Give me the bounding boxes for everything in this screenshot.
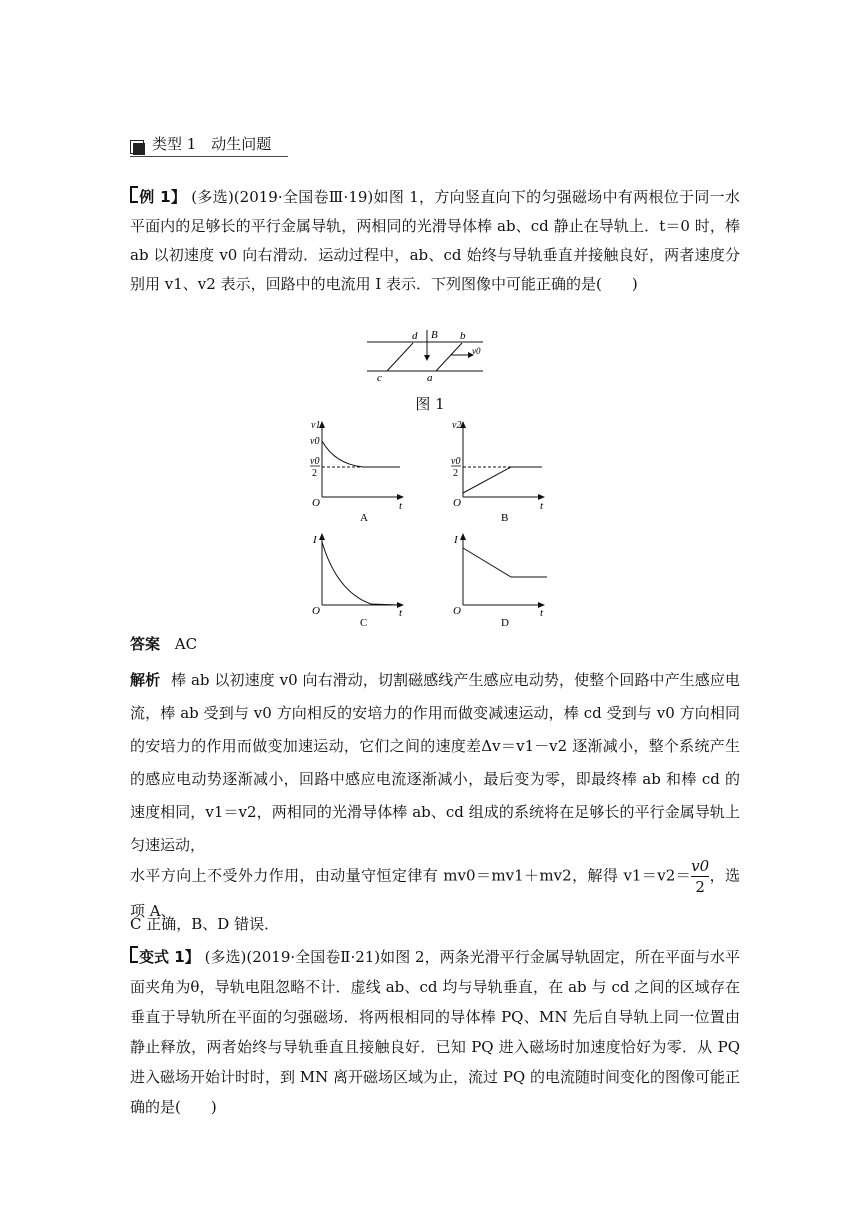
analysis-label: 解析 — [130, 671, 161, 689]
graph-d-caption: D — [501, 617, 509, 629]
graph-a-v0: v0 — [310, 436, 320, 447]
figure-1-diagram — [365, 322, 485, 382]
label-B: B — [431, 329, 438, 341]
graph-c-xlabel: t — [399, 607, 403, 619]
fraction-numerator: v0 — [691, 857, 710, 875]
graph-c — [305, 530, 415, 630]
graph-c-ylabel: I — [313, 534, 317, 546]
figure-1-caption: 图 1 — [415, 395, 445, 413]
graph-a — [305, 418, 415, 526]
analysis-text-1: 棒 ab 以初速度 v0 向右滑动，切割磁感线产生感应电动势，使整个回路中产生感应电流，棒 ab 受到与 v0 方向相反的安培力的作用而做变减速运动，棒 cd 受到与 v0 方向相同的安培力的作用而做变加速运动，它们之间的速度差Δv＝v1－v2 逐渐减小，整个系统产生的感应电动势逐渐减小，回路中感应电流逐渐减小，最后变为零，即最终棒 ab 和棒 cd 的速度相同，v1＝v2，两相同的光滑导体棒 ab、cd 组成的系统将在足够长的平行金属导轨上匀速运动， — [130, 671, 740, 854]
variant-question — [130, 942, 740, 1122]
example-text: (多选)(2019·全国卷Ⅲ·19)如图 1，方向竖直向下的匀强磁场中有两根位于同一水平面内的足够长的平行金属导轨，两相同的光滑导体棒 ab、cd 静止在导轨上．t＝0 时，棒 ab 以初速度 v0 向右滑动．运动过程中，ab、cd 始终与导轨垂直并接触良好，两者速度分别用 v1、v2 表示，回路中的电流用 I 表示．下列图像中可能正确的是( ) — [130, 188, 740, 293]
graph-b-half-den: 2 — [453, 468, 458, 479]
label-c: c — [377, 372, 382, 382]
analysis-paragraph — [130, 664, 740, 862]
section-square-fill-icon — [133, 143, 145, 155]
graph-d-ylabel: I — [454, 534, 458, 546]
analysis-text-3: ，选项 A、 — [130, 866, 740, 920]
graph-a-half-num: v0 — [310, 456, 320, 467]
graph-b-half-num: v0 — [451, 456, 461, 467]
graph-b-caption: B — [501, 512, 509, 524]
fraction — [691, 856, 709, 897]
label-a: a — [427, 372, 433, 382]
graph-c-origin: O — [312, 605, 320, 617]
section-heading — [130, 132, 288, 157]
graph-d-origin: O — [453, 605, 461, 617]
graph-b-ylabel: v2 — [452, 420, 462, 431]
graph-b — [446, 418, 556, 526]
section-title: 类型 1 动生问题 — [152, 135, 272, 153]
example-question — [130, 183, 740, 299]
graph-a-caption: A — [360, 512, 368, 524]
fraction-denominator: 2 — [695, 878, 705, 896]
label-d: d — [412, 330, 418, 342]
graph-a-xlabel: t — [399, 500, 403, 512]
variant-text: (多选)(2019·全国卷Ⅱ·21)如图 2，两条光滑平行金属导轨固定，所在平面与水平面夹角为θ，导轨电阻忽略不计．虚线 ab、cd 均与导轨垂直，在 ab 与 cd 之间的区域存在垂直于导轨所在平面的匀强磁场．将两根相同的导体棒 PQ、MN 先后自导轨上同一位置由静止释放，两者始终与导轨垂直且接触良好．已知 PQ 进入磁场时加速度恰好为零．从 PQ 进入磁场开始计时时，到 MN 离开磁场区域为止，流过 PQ 的电流随时间变化的图像可能正确的是( ) — [130, 948, 740, 1116]
variant-label: 变式 1】 — [139, 948, 200, 966]
answer-line — [130, 630, 740, 659]
analysis-conclusion: C 正确，B、D 错误． — [130, 915, 280, 933]
graph-d — [446, 530, 556, 630]
graph-c-caption: C — [360, 617, 368, 629]
label-v0: v0 — [472, 346, 481, 356]
label-b: b — [460, 330, 466, 342]
bracket-icon — [130, 946, 138, 963]
analysis-text-2: 水平方向上不受外力作用，由动量守恒定律有 mv0＝mv1＋mv2，解得 v1＝v2＝ — [130, 866, 692, 885]
graph-a-origin: O — [312, 497, 320, 509]
graph-b-origin: O — [453, 497, 461, 509]
graph-a-half-den: 2 — [312, 468, 317, 479]
example-label: 例 1】 — [139, 188, 187, 206]
graph-d-xlabel: t — [540, 607, 544, 619]
answer-label: 答案 — [130, 635, 161, 653]
answer-value: AC — [174, 635, 198, 653]
graph-b-xlabel: t — [540, 500, 544, 512]
bracket-icon — [130, 186, 138, 203]
graph-a-ylabel: v1 — [311, 420, 321, 431]
